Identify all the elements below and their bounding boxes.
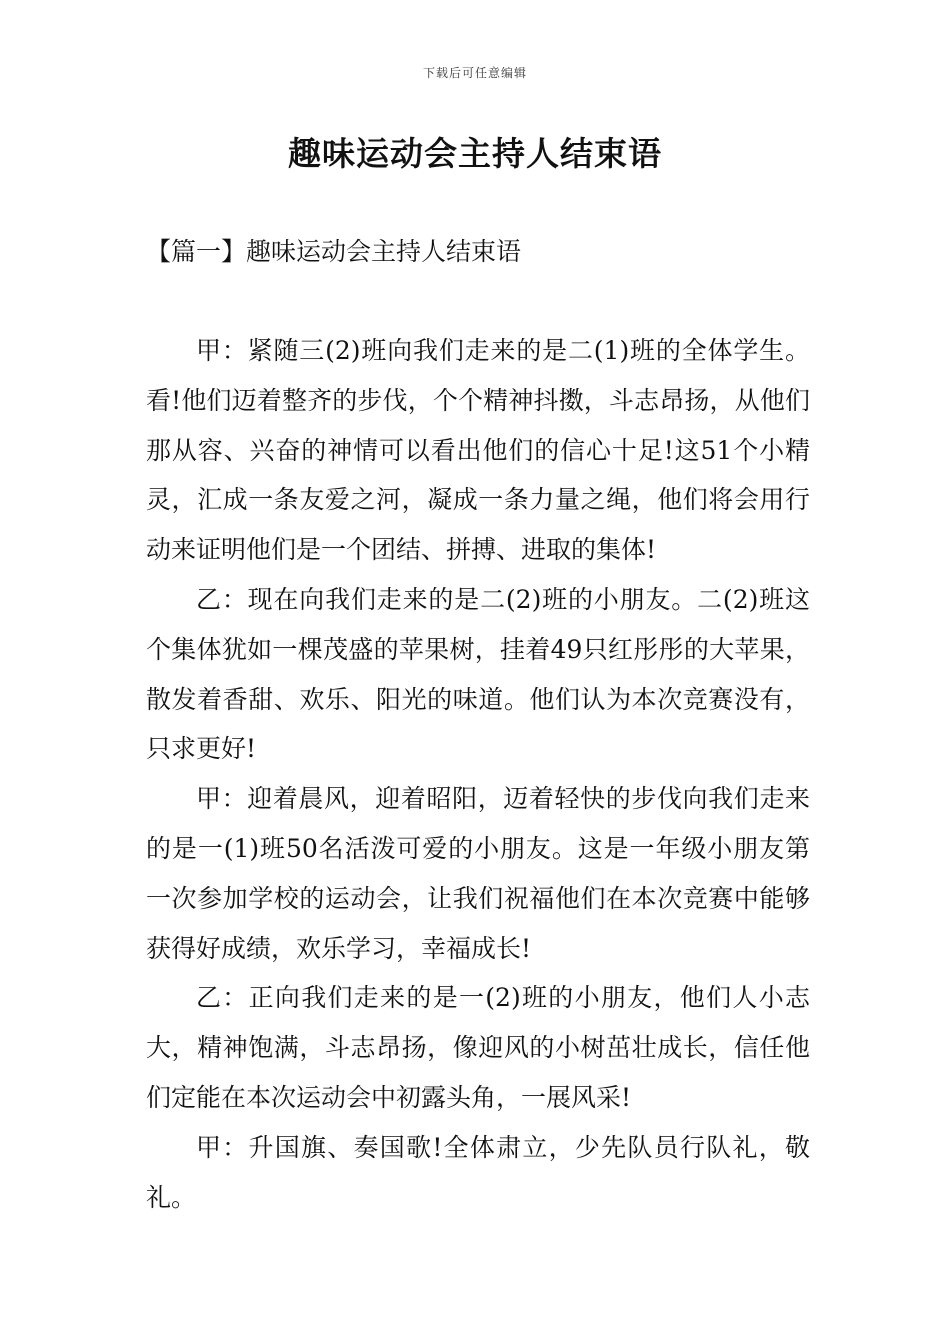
paragraph: 甲：迎着晨风，迎着昭阳，迈着轻快的步伐向我们走来的是一(1)班50名活泼可爱的小朋友。这是一年级小朋友第一次参加学校的运动会，让我们祝福他们在本次竞赛中能够获得好成绩，欢乐学习，幸福成长!	[146, 784, 810, 963]
paragraph: 乙：正向我们走来的是一(2)班的小朋友，他们人小志大，精神饱满，斗志昂扬，像迎风的小树茁壮成长，信任他们定能在本次运动会中初露头角，一展风采!	[146, 983, 810, 1112]
paragraph: 甲：升国旗、奏国歌!全体肃立，少先队员行队礼，敬礼。	[146, 1132, 810, 1212]
section-heading: 【篇一】趣味运动会主持人结束语	[146, 237, 522, 266]
paragraph: 甲：紧随三(2)班向我们走来的是二(1)班的全体学生。看!他们迈着整齐的步伐，个个精神抖擞，斗志昂扬，从他们那从容、兴奋的神情可以看出他们的信心十足!这51个小精灵，汇成一条友爱之河，凝成一条力量之绳，他们将会用行动来证明他们是一个团结、拼搏、进取的集体!	[146, 336, 810, 565]
header-note: 下载后可任意编辑	[422, 66, 527, 80]
paragraph: 乙：现在向我们走来的是二(2)班的小朋友。二(2)班这个集体犹如一棵茂盛的苹果树，挂着49只红彤彤的大苹果，散发着香甜、欢乐、阳光的味道。他们认为本次竞赛没有，只求更好!	[146, 584, 810, 764]
document-title: 趣味运动会主持人结束语	[288, 134, 662, 173]
body-text	[146, 326, 810, 1222]
